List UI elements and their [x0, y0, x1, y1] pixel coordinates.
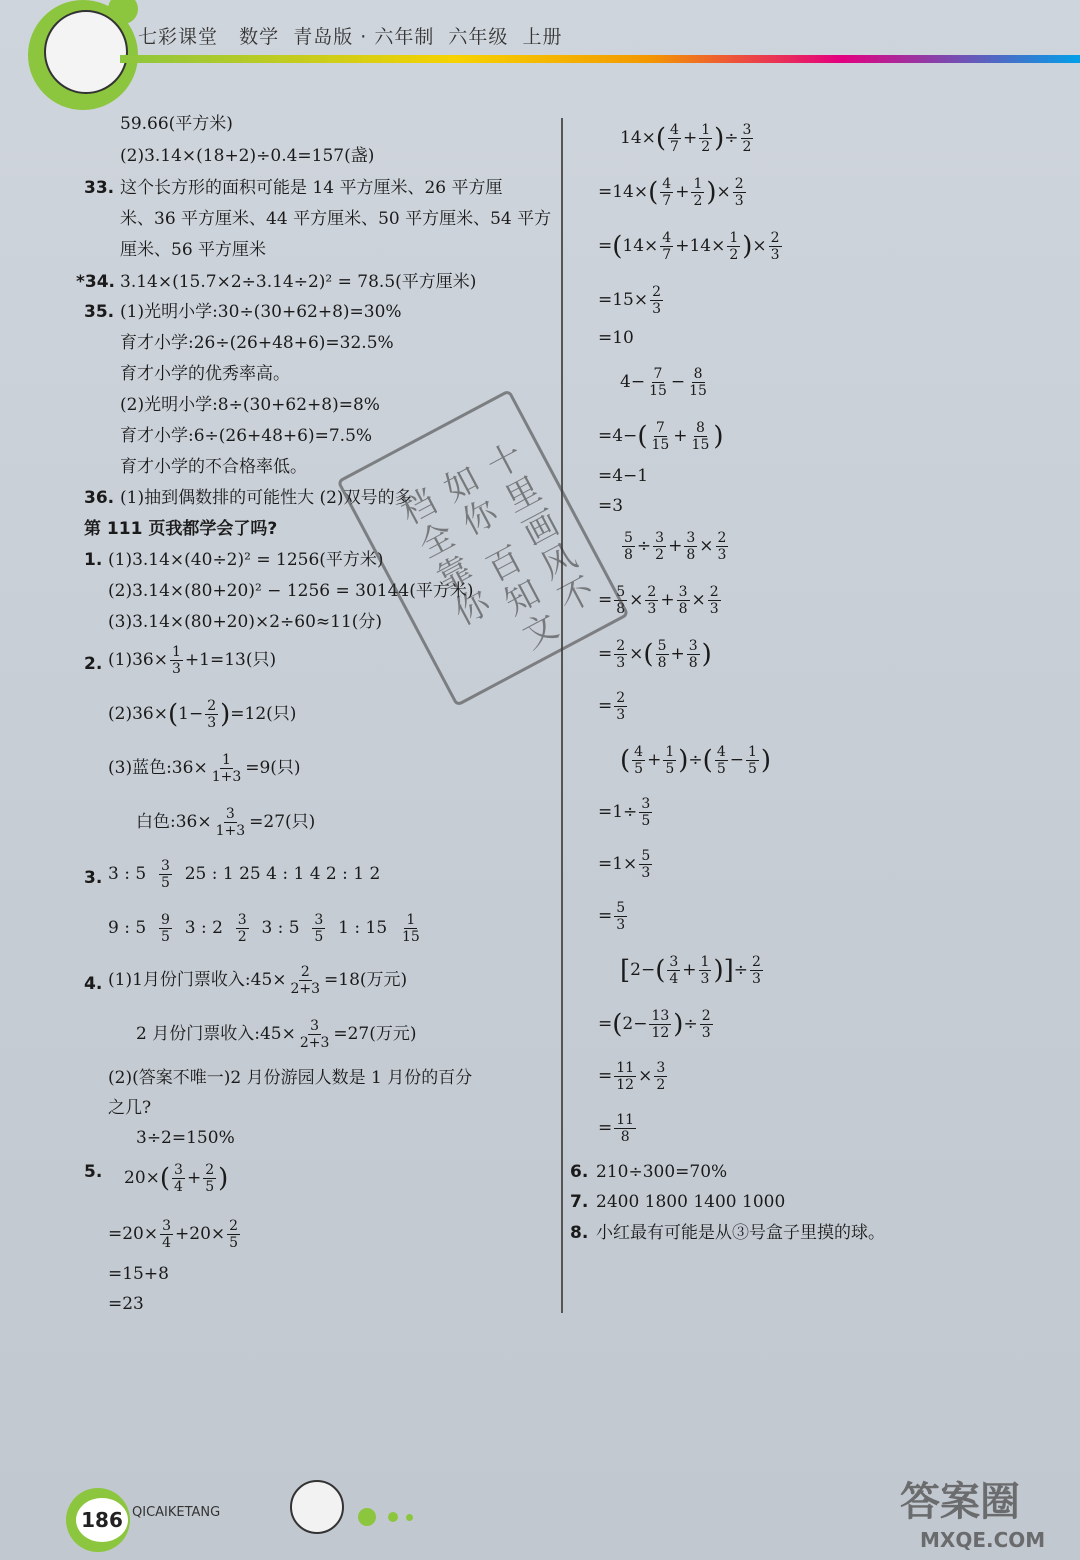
right-line: ( $\frac{4}{5}$ + $\frac{1}{5}$ )÷( $\frac{4}{5}$ − $\frac{1}{5}$ ) [620, 744, 772, 777]
right-line: =(2− $\frac{13}{12}$ )÷ $\frac{2}{3}$ [598, 1008, 711, 1041]
left-line: 育才小学的不合格率低。 [120, 457, 307, 477]
watermark-stamp [336, 389, 629, 707]
q-number: 4. [84, 974, 103, 994]
left-line: =20× $\frac{3}{4}$ +20× $\frac{2}{5}$ [108, 1218, 239, 1251]
decor-dot [388, 1512, 398, 1522]
left-line: 之几? [108, 1098, 152, 1118]
left-line: 厘米、56 平方厘米 [120, 240, 267, 260]
left-line: 米、36 平方厘米、44 平方厘米、50 平方厘米、54 平方 [120, 209, 552, 229]
q-number: 35. [84, 302, 115, 322]
q-number: 33. [84, 178, 115, 198]
q-number: 8. [570, 1223, 589, 1243]
column-divider [561, 118, 563, 1313]
right-line: =14×( $\frac{4}{7}$ + $\frac{1}{2}$ )× $\frac{2}{3}$ [598, 176, 744, 209]
decor-dot [406, 1514, 413, 1521]
left-line: (1)抽到偶数排的可能性大 (2)双号的多 [120, 488, 412, 508]
left-line: =15+8 [108, 1264, 169, 1284]
dog-mascot-icon [44, 10, 128, 94]
right-line: $\frac{5}{8}$ ÷ $\frac{3}{2}$ + $\frac{3}{8}$ × $\frac{2}{3}$ [624, 530, 727, 563]
right-line: = $\frac{11}{12}$ × $\frac{3}{2}$ [598, 1060, 666, 1093]
left-line: (1)3.14×(40÷2)² = 1256(平方米) [108, 550, 384, 570]
left-line: 白色:36× $\frac{3}{1+3}$ =27(只) [136, 806, 316, 839]
right-line: =4−( $\frac{7}{15}$ + $\frac{8}{15}$ ) [598, 420, 724, 453]
left-line: (2)光明小学:8÷(30+62+8)=8% [120, 395, 380, 415]
right-line: 小红最有可能是从③号盒子里摸的球。 [596, 1223, 885, 1243]
header-title: 七彩课堂 数学 青岛版 · 六年制 六年级 上册 [138, 26, 563, 48]
right-line: [2−( $\frac{3}{4}$ + $\frac{1}{3}$ )]÷ $\frac{2}{3}$ [620, 954, 761, 987]
right-line: = $\frac{2}{3}$ ×( $\frac{5}{8}$ + $\frac{3}{8}$ ) [598, 638, 712, 671]
q-number: 2. [84, 654, 103, 674]
right-line: = $\frac{5}{3}$ [598, 900, 626, 933]
left-line: (1)36× $\frac{1}{3}$ +1=13(只) [108, 644, 277, 677]
left-line: 20×( $\frac{3}{4}$ + $\frac{2}{5}$ ) [124, 1162, 229, 1195]
left-line: 59.66(平方米) [120, 114, 233, 134]
q-number: 36. [84, 488, 115, 508]
left-line: (2)3.14×(80+20)² − 1256 = 30144(平方米) [108, 581, 474, 601]
left-line: (2)(答案不唯一)2 月份游园人数是 1 月份的百分 [108, 1068, 473, 1088]
left-line: 2 月份门票收入:45× $\frac{3}{2+3}$ =27(万元) [136, 1018, 417, 1051]
right-line: 2400 1800 1400 1000 [596, 1192, 786, 1212]
decor-dot [358, 1508, 376, 1526]
right-line: =1× $\frac{5}{3}$ [598, 848, 651, 881]
stamp-text: 十里画风不如你 百知文档全靠你 [389, 436, 601, 660]
left-line: (2)3.14×(18+2)÷0.4=157(盏) [120, 146, 375, 166]
right-line: =4−1 [598, 466, 649, 486]
left-line: 3.14×(15.7×2÷3.14÷2)² = 78.5(平方厘米) [120, 272, 477, 292]
section-title: 第 111 页我都学会了吗? [84, 519, 278, 539]
footer-mascot-icon [290, 1480, 344, 1534]
left-line: =23 [108, 1294, 144, 1314]
right-line: =(14× $\frac{4}{7}$ +14× $\frac{1}{2}$ )× $\frac{2}{3}$ [598, 230, 780, 263]
right-line: = $\frac{2}{3}$ [598, 690, 626, 723]
left-line: (2)36×(1− $\frac{2}{3}$ )=12(只) [108, 698, 297, 731]
right-line: =3 [598, 496, 624, 516]
q-number: 3. [84, 868, 103, 888]
right-line: = $\frac{11}{8}$ [598, 1112, 635, 1145]
site-watermark-url: MXQE.COM [920, 1528, 1046, 1552]
right-line: = $\frac{5}{8}$ × $\frac{2}{3}$ + $\frac{3}{8}$ × $\frac{2}{3}$ [598, 584, 719, 617]
site-watermark: 答案圈 [900, 1479, 1020, 1525]
right-line: 14×( $\frac{4}{7}$ + $\frac{1}{2}$ )÷ $\frac{3}{2}$ [620, 122, 752, 155]
right-line: =1÷ $\frac{3}{5}$ [598, 796, 651, 829]
left-line: (3)3.14×(80+20)×2÷60≈11(分) [108, 612, 383, 632]
left-line: 9 : 5 $\frac{9}{5}$ 3 : 2 $\frac{3}{2}$ 3 : 5 $\frac{3}{5}$ 1 : 15 $\frac{1}{15}$ [108, 912, 420, 945]
q-number: *34. [76, 272, 116, 292]
header-rainbow-bar [120, 55, 1080, 63]
left-line: 3 : 5 $\frac{3}{5}$ 25 : 1 25 4 : 1 4 2 : 1 2 [108, 858, 381, 891]
left-line: (1)1月份门票收入:45× $\frac{2}{2+3}$ =18(万元) [108, 964, 408, 997]
right-line: 4− $\frac{7}{15}$ − $\frac{8}{15}$ [620, 366, 707, 399]
left-line: (1)光明小学:30÷(30+62+8)=30% [120, 302, 402, 322]
page-number: 186 [76, 1498, 128, 1542]
left-line: 这个长方形的面积可能是 14 平方厘米、26 平方厘 [120, 178, 503, 198]
q-number: 1. [84, 550, 103, 570]
left-line: 育才小学:26÷(26+48+6)=32.5% [120, 333, 394, 353]
right-line: 210÷300=70% [596, 1162, 728, 1182]
left-line: 3÷2=150% [136, 1128, 235, 1148]
footer-brand: QICAIKETANG [132, 1505, 221, 1520]
left-line: 育才小学:6÷(26+48+6)=7.5% [120, 426, 373, 446]
left-line: (3)蓝色:36× $\frac{1}{1+3}$ =9(只) [108, 752, 301, 785]
right-line: =15× $\frac{2}{3}$ [598, 284, 662, 317]
left-line: 育才小学的优秀率高。 [120, 364, 290, 384]
right-line: =10 [598, 328, 634, 348]
q-number: 7. [570, 1192, 589, 1212]
q-number: 6. [570, 1162, 589, 1182]
q-number: 5. [84, 1162, 103, 1182]
